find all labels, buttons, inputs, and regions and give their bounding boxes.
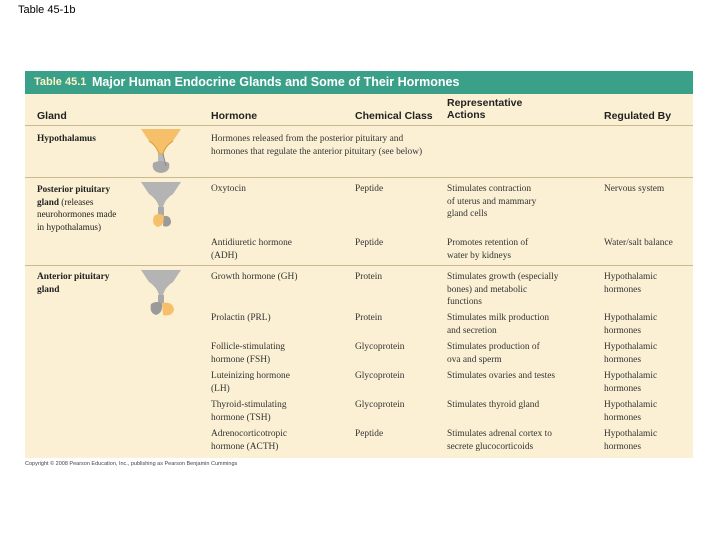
actions-cell-line: of uterus and mammary [447, 196, 537, 207]
actions-cell-line: water by kidneys [447, 250, 512, 261]
posterior-gland-line3: neurohormones made [37, 209, 117, 219]
hormone-cell [211, 183, 246, 196]
column-header-hormone: Hormone [211, 110, 258, 122]
hormone-cell [211, 271, 297, 284]
chemical-class-cell: Glycoprotein [355, 400, 405, 410]
column-header-chemical-class: Chemical Class [355, 110, 433, 122]
hormone-cell [211, 399, 287, 424]
hormone-cell [211, 341, 285, 366]
column-header-actions [447, 97, 522, 121]
regulated-by-cell-line: hormones [604, 441, 641, 452]
actions-cell-line: Stimulates thyroid gland [447, 400, 540, 410]
hormone-cell-line: Adrenocorticotropic [211, 429, 288, 439]
regulated-by-cell [604, 271, 657, 296]
hormone-cell-line: Oxytocin [211, 184, 246, 194]
posterior-gland-line1: Posterior pituitary [37, 184, 111, 194]
regulated-by-cell-line: Water/salt balance [604, 238, 673, 248]
actions-cell-line: Stimulates ovaries and testes [447, 371, 556, 381]
hormone-cell-line: Prolactin (PRL) [211, 313, 271, 323]
copyright-notice: Copyright © 2008 Pearson Education, Inc., publishing as Pearson Benjamin Cummings [25, 461, 238, 467]
hormone-cell-line: hormone (TSH) [211, 412, 271, 423]
actions-cell [447, 183, 536, 221]
regulated-by-cell [604, 399, 657, 424]
endocrine-table [25, 71, 693, 458]
anterior-gland-line1: Anterior pituitary [37, 272, 110, 282]
header-divider [25, 125, 693, 126]
actions-cell-line: and secretion [447, 325, 497, 336]
hormone-cell-line: Luteinizing hormone [211, 371, 290, 381]
actions-cell [447, 370, 555, 383]
posterior-gland-word: gland [37, 196, 59, 207]
posterior-gland-line4: in hypothalamus) [37, 221, 102, 232]
hormone-cell [211, 237, 292, 262]
gland-posterior-pituitary [37, 183, 116, 233]
regulated-by-cell-line: Hypothalamic [604, 400, 658, 410]
actions-cell-line: secrete glucocorticoids [447, 441, 534, 452]
regulated-by-cell [604, 341, 657, 366]
chemical-class-cell: Peptide [355, 429, 384, 439]
hormone-cell-line: (LH) [211, 383, 230, 394]
regulated-by-cell-line: Hypothalamic [604, 272, 658, 282]
hormone-cell-line: Antidiuretic hormone [211, 238, 292, 248]
anterior-pituitary-icon [137, 267, 185, 321]
regulated-by-cell-line: hormones [604, 284, 641, 295]
hormone-cell [211, 428, 287, 453]
gland-anterior-pituitary [37, 271, 109, 296]
actions-cell-line: functions [447, 297, 482, 307]
column-header-gland: Gland [37, 110, 67, 122]
gland-hypothalamus: Hypothalamus [37, 134, 96, 144]
chemical-class-cell: Glycoprotein [355, 371, 405, 381]
hormone-cell-line: Growth hormone (GH) [211, 272, 298, 282]
actions-cell-line: Promotes retention of [447, 238, 529, 248]
section-divider [25, 265, 693, 266]
actions-cell-line: gland cells [447, 209, 488, 219]
chemical-class-cell: Glycoprotein [355, 342, 405, 352]
actions-cell [447, 312, 549, 337]
chemical-class-cell: Protein [355, 272, 383, 282]
table-number: Table 45.1 [34, 76, 87, 88]
hypothalamus-pituitary-icon [137, 126, 185, 176]
actions-cell-line: Stimulates production of [447, 342, 540, 352]
regulated-by-cell [604, 428, 657, 453]
hormone-cell-line: Thyroid-stimulating [211, 400, 287, 410]
hormone-cell-line: hormone (ACTH) [211, 441, 279, 452]
posterior-gland-line2 [37, 196, 116, 209]
section-divider [25, 177, 693, 178]
actions-cell [447, 271, 558, 309]
posterior-gland-note: (releases [58, 196, 94, 207]
hypothalamus-hormone [211, 133, 422, 158]
table-header-bar [25, 71, 693, 94]
chemical-class-cell: Protein [355, 313, 383, 323]
column-header-actions-line2: Actions [447, 109, 486, 121]
chemical-class-cell: Peptide [355, 238, 384, 248]
regulated-by-cell-line: Hypothalamic [604, 371, 658, 381]
table-title: Major Human Endocrine Glands and Some of Their Hormones [92, 75, 460, 89]
regulated-by-cell-line: Nervous system [604, 184, 665, 194]
column-header-actions-line1: Representative [447, 97, 523, 109]
hormone-cell-line: (ADH) [211, 250, 238, 261]
hypothalamus-hormone-line1: Hormones released from the posterior pituitary and [211, 134, 404, 144]
actions-cell [447, 341, 540, 366]
hormone-cell-line: Follicle-stimulating [211, 342, 285, 352]
regulated-by-cell-line: Hypothalamic [604, 342, 658, 352]
regulated-by-cell-line: hormones [604, 383, 641, 394]
regulated-by-cell-line: hormones [604, 325, 641, 336]
anterior-gland-line2: gland [37, 284, 60, 295]
slide-title: Table 45-1b [18, 4, 76, 16]
chemical-class-cell: Peptide [355, 184, 384, 194]
actions-cell-line: Stimulates growth (especially [447, 272, 559, 282]
actions-cell-line: Stimulates milk production [447, 313, 550, 323]
actions-cell-line: ova and sperm [447, 354, 502, 365]
hormone-cell [211, 370, 290, 395]
actions-cell [447, 428, 552, 453]
regulated-by-cell [604, 370, 657, 395]
regulated-by-cell-line: hormones [604, 412, 641, 423]
regulated-by-cell-line: Hypothalamic [604, 429, 658, 439]
actions-cell [447, 237, 528, 262]
actions-cell-line: Stimulates contraction [447, 184, 532, 194]
regulated-by-cell-line: hormones [604, 354, 641, 365]
hormone-cell-line: hormone (FSH) [211, 354, 271, 365]
actions-cell [447, 399, 539, 412]
actions-cell-line: Stimulates adrenal cortex to [447, 429, 552, 439]
column-header-regulated-by: Regulated By [604, 110, 672, 122]
regulated-by-cell-line: Hypothalamic [604, 313, 658, 323]
regulated-by-cell [604, 183, 664, 196]
regulated-by-cell [604, 237, 673, 250]
hormone-cell [211, 312, 271, 325]
hypothalamus-hormone-line2: hormones that regulate the anterior pituitary (see below) [211, 146, 423, 157]
actions-cell-line: bones) and metabolic [447, 284, 528, 295]
regulated-by-cell [604, 312, 657, 337]
posterior-pituitary-icon [137, 179, 185, 233]
